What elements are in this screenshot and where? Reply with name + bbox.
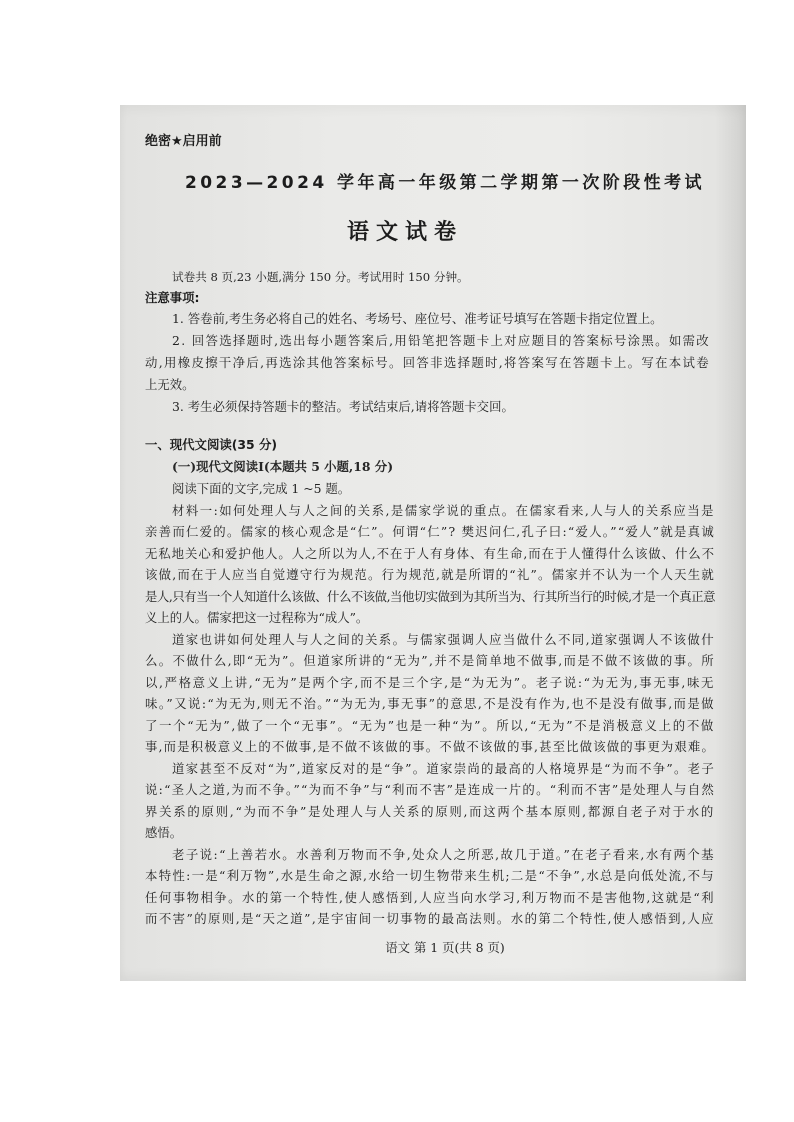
section-heading: 一、现代文阅读(35 分) bbox=[145, 437, 278, 452]
page-footer: 语文 第 1 页(共 8 页) bbox=[385, 940, 505, 955]
subject-title: 语文试卷 bbox=[346, 220, 463, 245]
exam-info: 试卷共 8 页,23 小题,满分 150 分。考试用时 150 分钟。 bbox=[172, 270, 469, 284]
passage-line: 道家也讲如何处理人与人之间的关系。与儒家强调人应当做什么不同,道家强调人不该做什 bbox=[172, 631, 715, 647]
passage-line: 义上的人。儒家把这一过程称为“成人”。 bbox=[145, 610, 369, 625]
passage-line: 道家甚至不反对“为”,道家反对的是“争”。道家崇尚的最高的人格境界是“为而不争”。老子 bbox=[172, 760, 715, 776]
exam-title: 2023—2024 学年高一年级第二学期第一次阶段性考试 bbox=[185, 173, 705, 193]
passage-line: 该做,而在于人应当自觉遵守行为规范。行为规范,就是所谓的“礼”。儒家并不认为一个人天生就 bbox=[145, 567, 715, 582]
passage-line: 以,严格意义上讲,“无为”是两个字,而不是三个字,是“为无为”。老子说:“为无为,事无事,味无 bbox=[145, 674, 715, 690]
passage-line: 么。不做什么,即“无为”。但道家所讲的“无为”,并不是简单地不做事,而是不做不该做的事。所 bbox=[145, 653, 715, 668]
passage-line: 而不害”的原则,是“天之道”,是宇宙间一切事物的最高法则。水的第二个特性,使人感悟到,人应 bbox=[145, 911, 715, 926]
notice-line: 1. 答卷前,考生务必将自己的姓名、考场号、座位号、准考证号填写在答题卡指定位置上。 bbox=[172, 311, 663, 326]
notice-line: 3. 考生必须保持答题卡的整洁。考试结束后,请将答题卡交回。 bbox=[172, 399, 514, 414]
notice-line: 上无效。 bbox=[145, 377, 195, 392]
notice-line: 2. 回答选择题时,选出每小题答案后,用铅笔把答题卡上对应题目的答案标号涂黑。如需改 bbox=[172, 333, 710, 348]
passage-line: 感悟。 bbox=[145, 825, 183, 840]
passage-line: 味。”又说:“为无为,则无不治。”“为无为,事无事”的意思,不是没有作为,也不是没有做事,而是做 bbox=[145, 696, 715, 711]
passage-line: 亲善而仁爱的。儒家的核心观念是“仁”。何谓“仁”? 樊迟问仁,孔子曰:“爱人。”“爱人”就是真诚 bbox=[145, 524, 715, 539]
passage-line: 事,而是积极意义上的不做事,是不做不该做的事。不做不该做的事,甚至比做该做的事更为艰难。 bbox=[145, 739, 715, 754]
passage-line: 材料一:如何处理人与人之间的关系,是儒家学说的重点。在儒家看来,人与人的关系应当是 bbox=[172, 502, 715, 518]
passage-line: 本特性:一是“利万物”,水是生命之源,水给一切生物带来生机;二是“不争”,水总是向低处流,不与 bbox=[145, 868, 715, 883]
section-subheading: (一)现代文阅读Ⅰ(本题共 5 小题,18 分) bbox=[172, 459, 394, 474]
reading-instruction: 阅读下面的文字,完成 1 ~5 题。 bbox=[172, 481, 351, 496]
secret-label: 绝密★启用前 bbox=[145, 134, 222, 149]
passage-line: 老子说:“上善若水。水善利万物而不争,处众人之所恶,故几于道。”在老子看来,水有两个基 bbox=[172, 846, 715, 862]
passage-line: 任何事物相争。水的第一个特性,使人感悟到,人应当向水学习,利万物而不是害他物,这就是“利 bbox=[145, 889, 715, 905]
passage-line: 界关系的原则,“为而不争”是处理人与人关系的原则,而这两个基本原则,都源自老子对于水的 bbox=[145, 803, 715, 819]
notice-line: 动,用橡皮擦干净后,再选涂其他答案标号。回答非选择题时,将答案写在答题卡上。写在本试卷 bbox=[145, 355, 710, 370]
passage-line: 说:“圣人之道,为而不争。”“为而不争”与“利而不害”是连成一片的。“利而不害”是处理人与自然 bbox=[145, 782, 715, 797]
passage-line: 了一个“无为”,做了一个“无事”。“无为”也是一种“为”。所以,“无为”不是消极意义上的不做 bbox=[145, 717, 715, 733]
notice-heading: 注意事项: bbox=[145, 290, 200, 305]
passage-line: 无私地关心和爱护他人。人之所以为人,不在于人有身体、有生命,而在于人懂得什么该做、什么不 bbox=[145, 545, 715, 561]
passage-line: 是人,只有当一个人知道什么该做、什么不该做,当他切实做到为其所当为、行其所当行的时候,才是一个真正意 bbox=[145, 588, 715, 604]
